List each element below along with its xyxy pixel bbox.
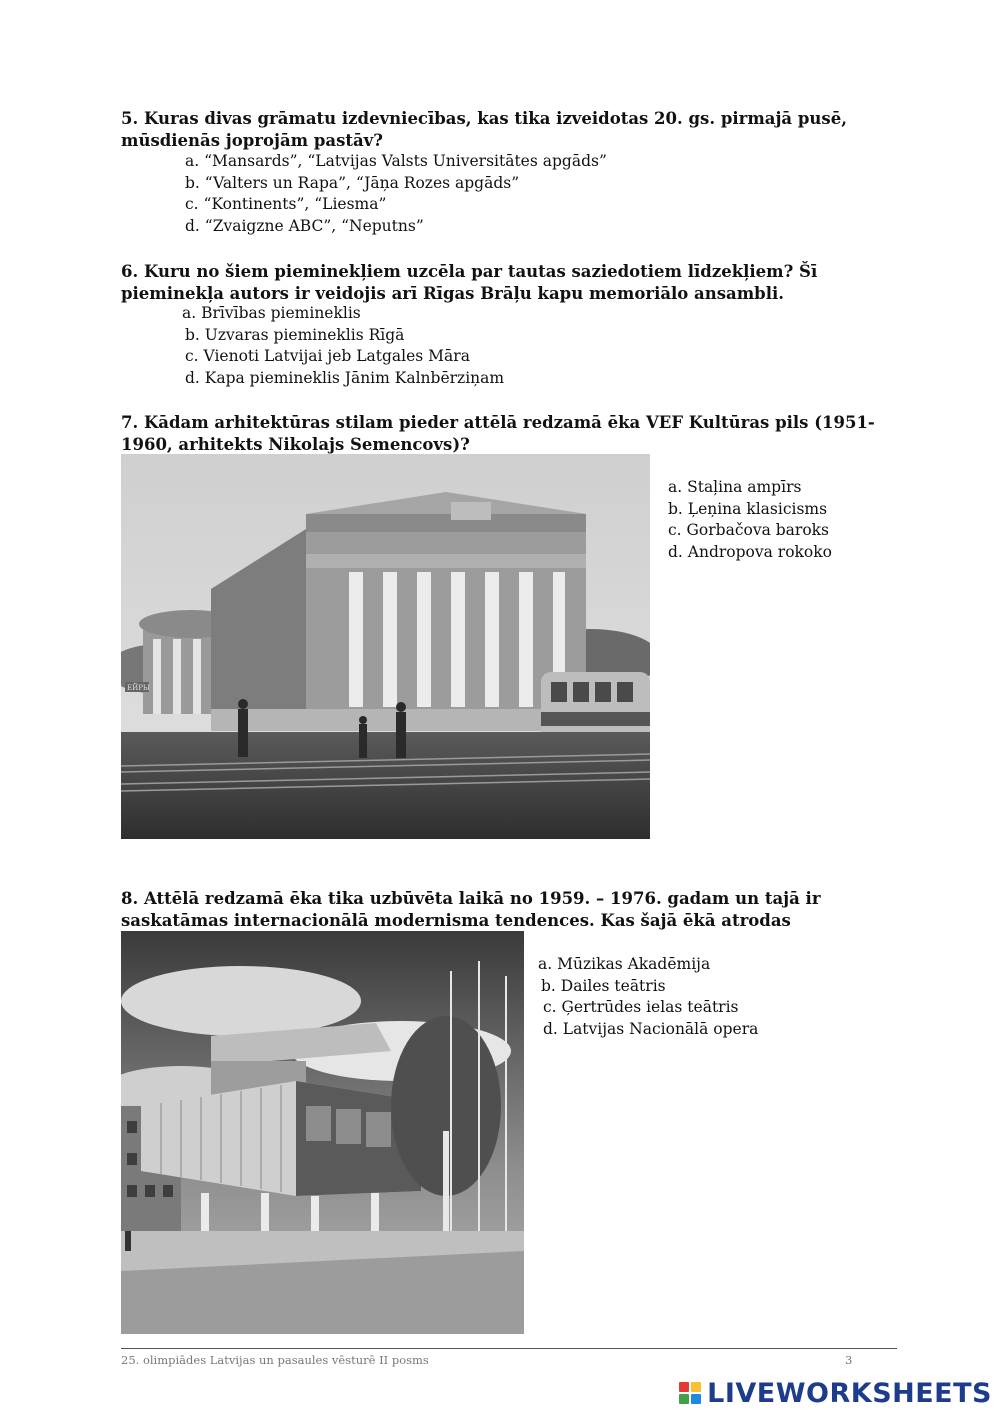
option[interactable]: b. Ļeņina klasicisms xyxy=(668,499,828,518)
option[interactable]: b. Dailes teātris xyxy=(541,976,666,995)
option[interactable]: a. Brīvības piemineklis xyxy=(182,304,361,322)
question-6-options xyxy=(182,303,504,390)
option[interactable]: c. Gorbačova baroks xyxy=(668,521,830,540)
option[interactable]: d. Kapa piemineklis Jānim Kalnbērziņam xyxy=(185,369,505,388)
vef-culture-palace-photo xyxy=(121,454,650,839)
building-sign-text: ЕЙРЫ xyxy=(127,684,150,692)
logo-square xyxy=(679,1394,689,1404)
logo-square xyxy=(691,1394,701,1404)
question-8-title: 8. Attēlā redzamā ēka tika uzbūvēta laikā no 1959. – 1976. gadam un tajā ir saskatāmas internacionālā modernisma tendences. Kas šajā ēkā atrodas xyxy=(121,889,821,930)
logo-mark-icon xyxy=(679,1382,701,1404)
option[interactable]: b. Uzvaras piemineklis Rīgā xyxy=(185,325,405,344)
logo-text: LIVEWORKSHEETS xyxy=(707,1377,992,1409)
option[interactable]: a. Mūzikas Akadēmija xyxy=(538,955,711,973)
question-7-title: 7. Kādam arhitektūras stilam pieder attēlā redzamā ēka VEF Kultūras pils (1951-1960, arhitekts Nikolajs Semencovs)? xyxy=(121,413,875,454)
option[interactable]: a. “Mansards”, “Latvijas Valsts Universitātes apgāds” xyxy=(185,152,607,170)
option[interactable]: b. “Valters un Rapa”, “Jāņa Rozes apgāds” xyxy=(185,173,520,192)
footer-caption: 25. olimpiādes Latvijas un pasaules vēsturē II posms xyxy=(121,1353,429,1367)
question-5-title: 5. Kuras divas grāmatu izdevniecības, kas tika izveidotas 20. gs. pirmajā pusē, mūsdienās joprojām pastāv? xyxy=(121,109,847,150)
option[interactable]: a. Staļina ampīrs xyxy=(668,478,802,496)
option[interactable]: d. Andropova rokoko xyxy=(668,543,832,562)
option[interactable]: c. Vienoti Latvijai jeb Latgales Māra xyxy=(185,347,470,366)
question-5-options xyxy=(185,151,607,238)
liveworksheets-logo[interactable] xyxy=(679,1377,992,1409)
logo-square xyxy=(679,1382,689,1392)
question-7-options xyxy=(668,477,832,564)
option[interactable]: d. Latvijas Nacionālā opera xyxy=(543,1020,759,1039)
question-6-title: 6. Kuru no šiem pieminekļiem uzcēla par tautas saziedotiem līdzekļiem? Šī pieminekļa autors ir veidojis arī Rīgas Brāļu kapu memoriālo ansambli. xyxy=(121,262,818,303)
question-8-options xyxy=(538,954,758,1041)
option[interactable]: c. Ģertrūdes ielas teātris xyxy=(543,998,739,1017)
logo-square xyxy=(691,1382,701,1392)
page-number: 3 xyxy=(845,1353,853,1367)
option[interactable]: c. “Kontinents”, “Liesma” xyxy=(185,195,387,214)
option[interactable]: d. “Zvaigzne ABC”, “Neputns” xyxy=(185,217,424,236)
modernist-theatre-photo xyxy=(121,931,524,1334)
footer-divider xyxy=(121,1348,897,1349)
